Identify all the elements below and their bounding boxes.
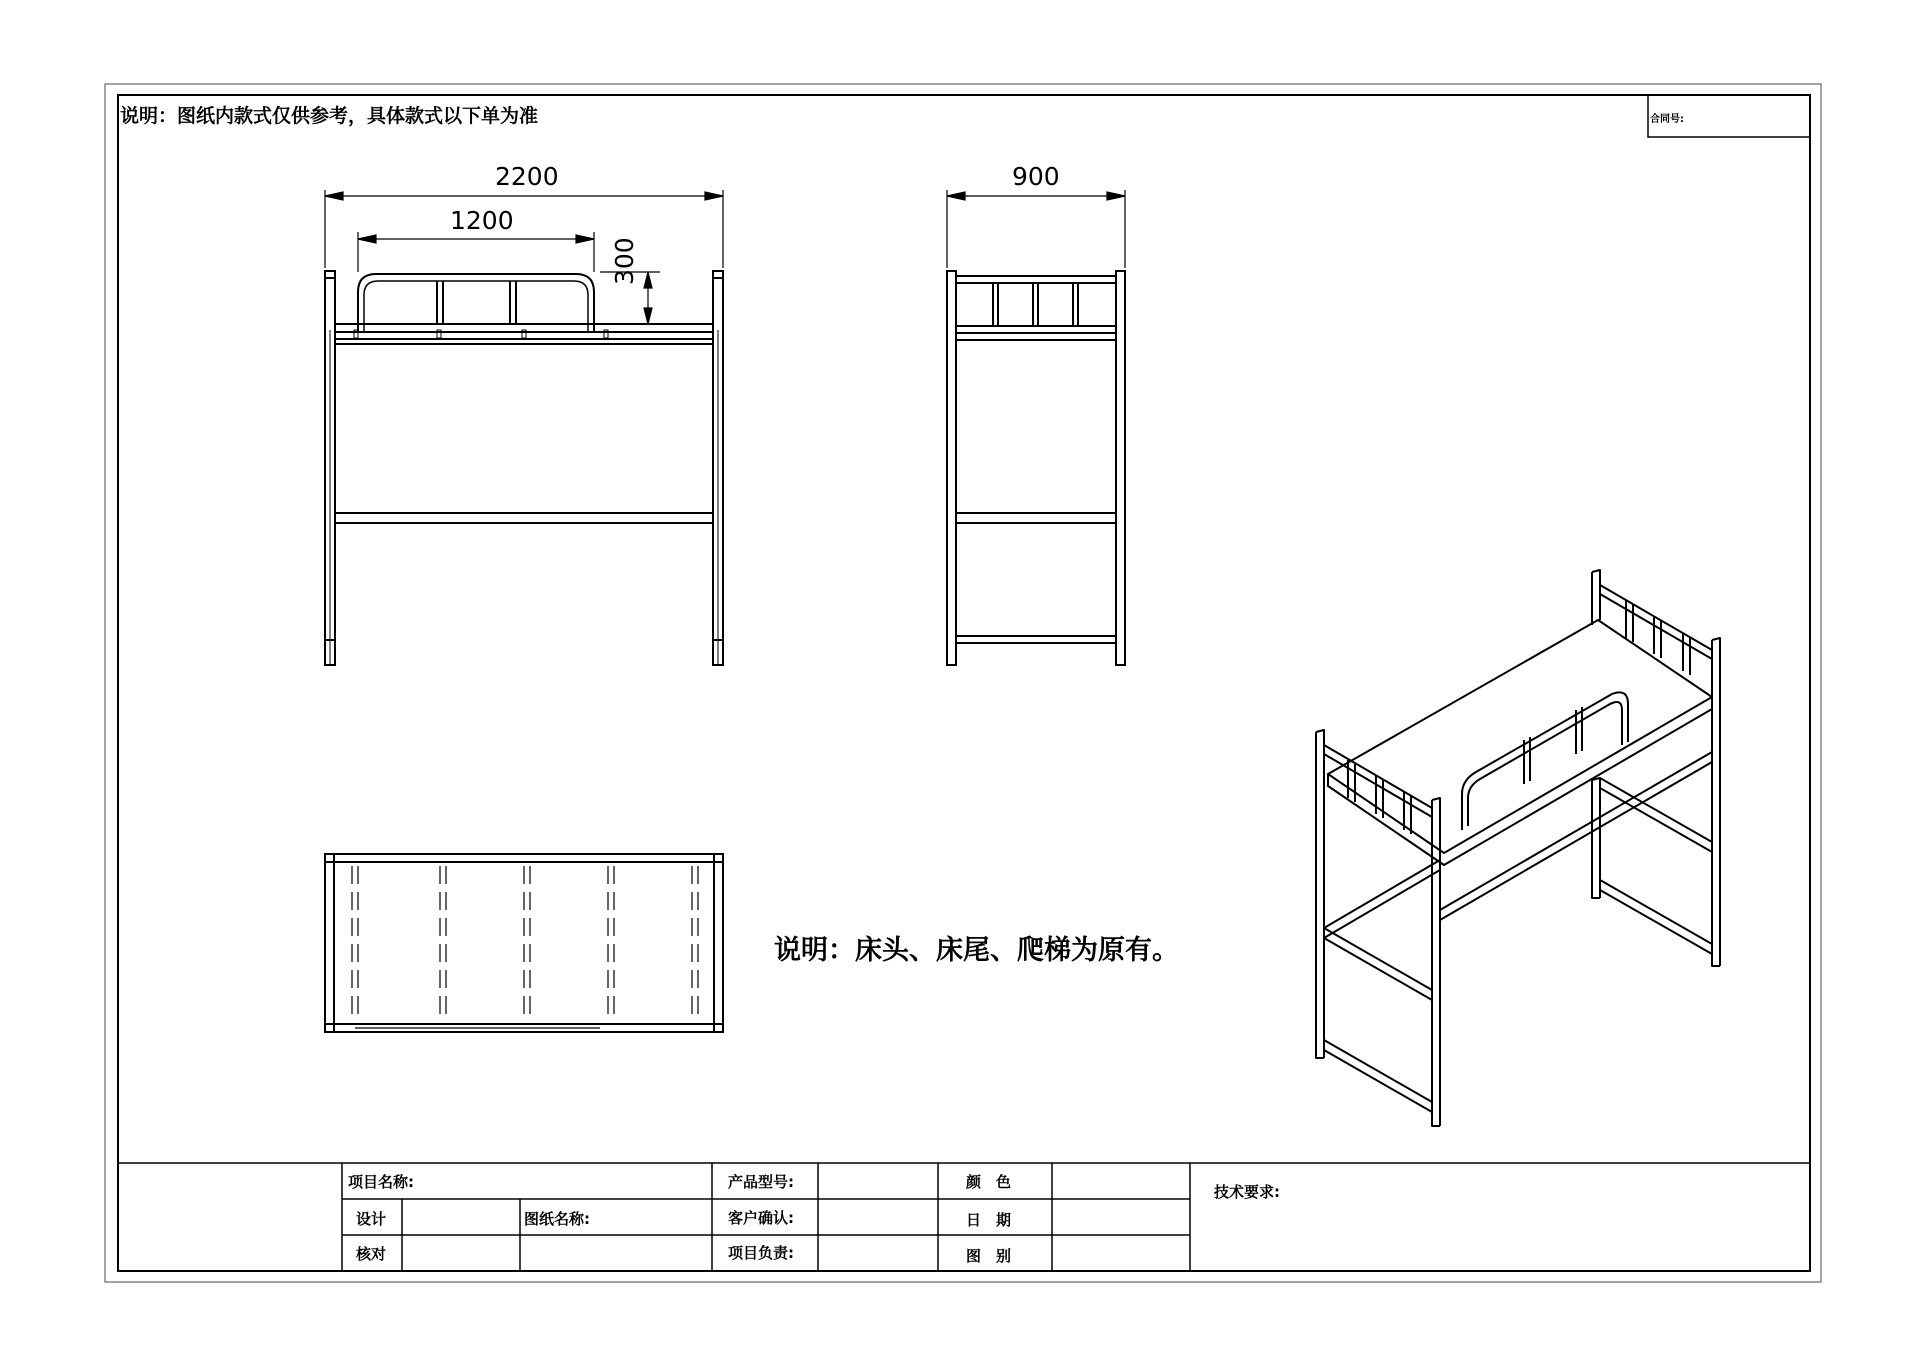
dimension-1200: 1200 — [450, 206, 514, 235]
project-name-label: 项目名称: — [348, 1173, 414, 1191]
color-label: 颜 色 — [966, 1173, 1012, 1191]
check-label: 核对 — [356, 1245, 387, 1263]
dimension-900: 900 — [1012, 162, 1060, 191]
front-dimension-lines — [325, 190, 723, 324]
outer-frame — [105, 84, 1821, 1282]
customer-confirm-label: 客户确认: — [728, 1209, 794, 1227]
side-dimension-lines — [947, 190, 1125, 268]
side-view — [947, 271, 1125, 665]
isometric-view — [1316, 570, 1720, 1126]
drawing-type-label: 图 别 — [966, 1247, 1012, 1265]
plan-view — [325, 854, 723, 1032]
contract-number-label: 合同号: — [1650, 114, 1684, 125]
tech-requirements-label: 技术要求: — [1214, 1183, 1280, 1201]
inner-frame — [118, 95, 1810, 1271]
date-label: 日 期 — [966, 1211, 1012, 1229]
design-label: 设计 — [356, 1210, 387, 1228]
front-view — [325, 271, 723, 665]
dimension-2200: 2200 — [495, 162, 559, 191]
product-model-label: 产品型号: — [728, 1173, 794, 1191]
drawing-note: 说明：图纸内款式仅供参考，具体款式以下单为准 — [120, 105, 539, 127]
drawing-name-label: 图纸名称: — [524, 1210, 590, 1228]
project-owner-label: 项目负责: — [728, 1244, 794, 1262]
remark-text: 说明：床头、床尾、爬梯为原有。 — [774, 935, 1179, 966]
dimension-300: 300 — [610, 237, 639, 285]
